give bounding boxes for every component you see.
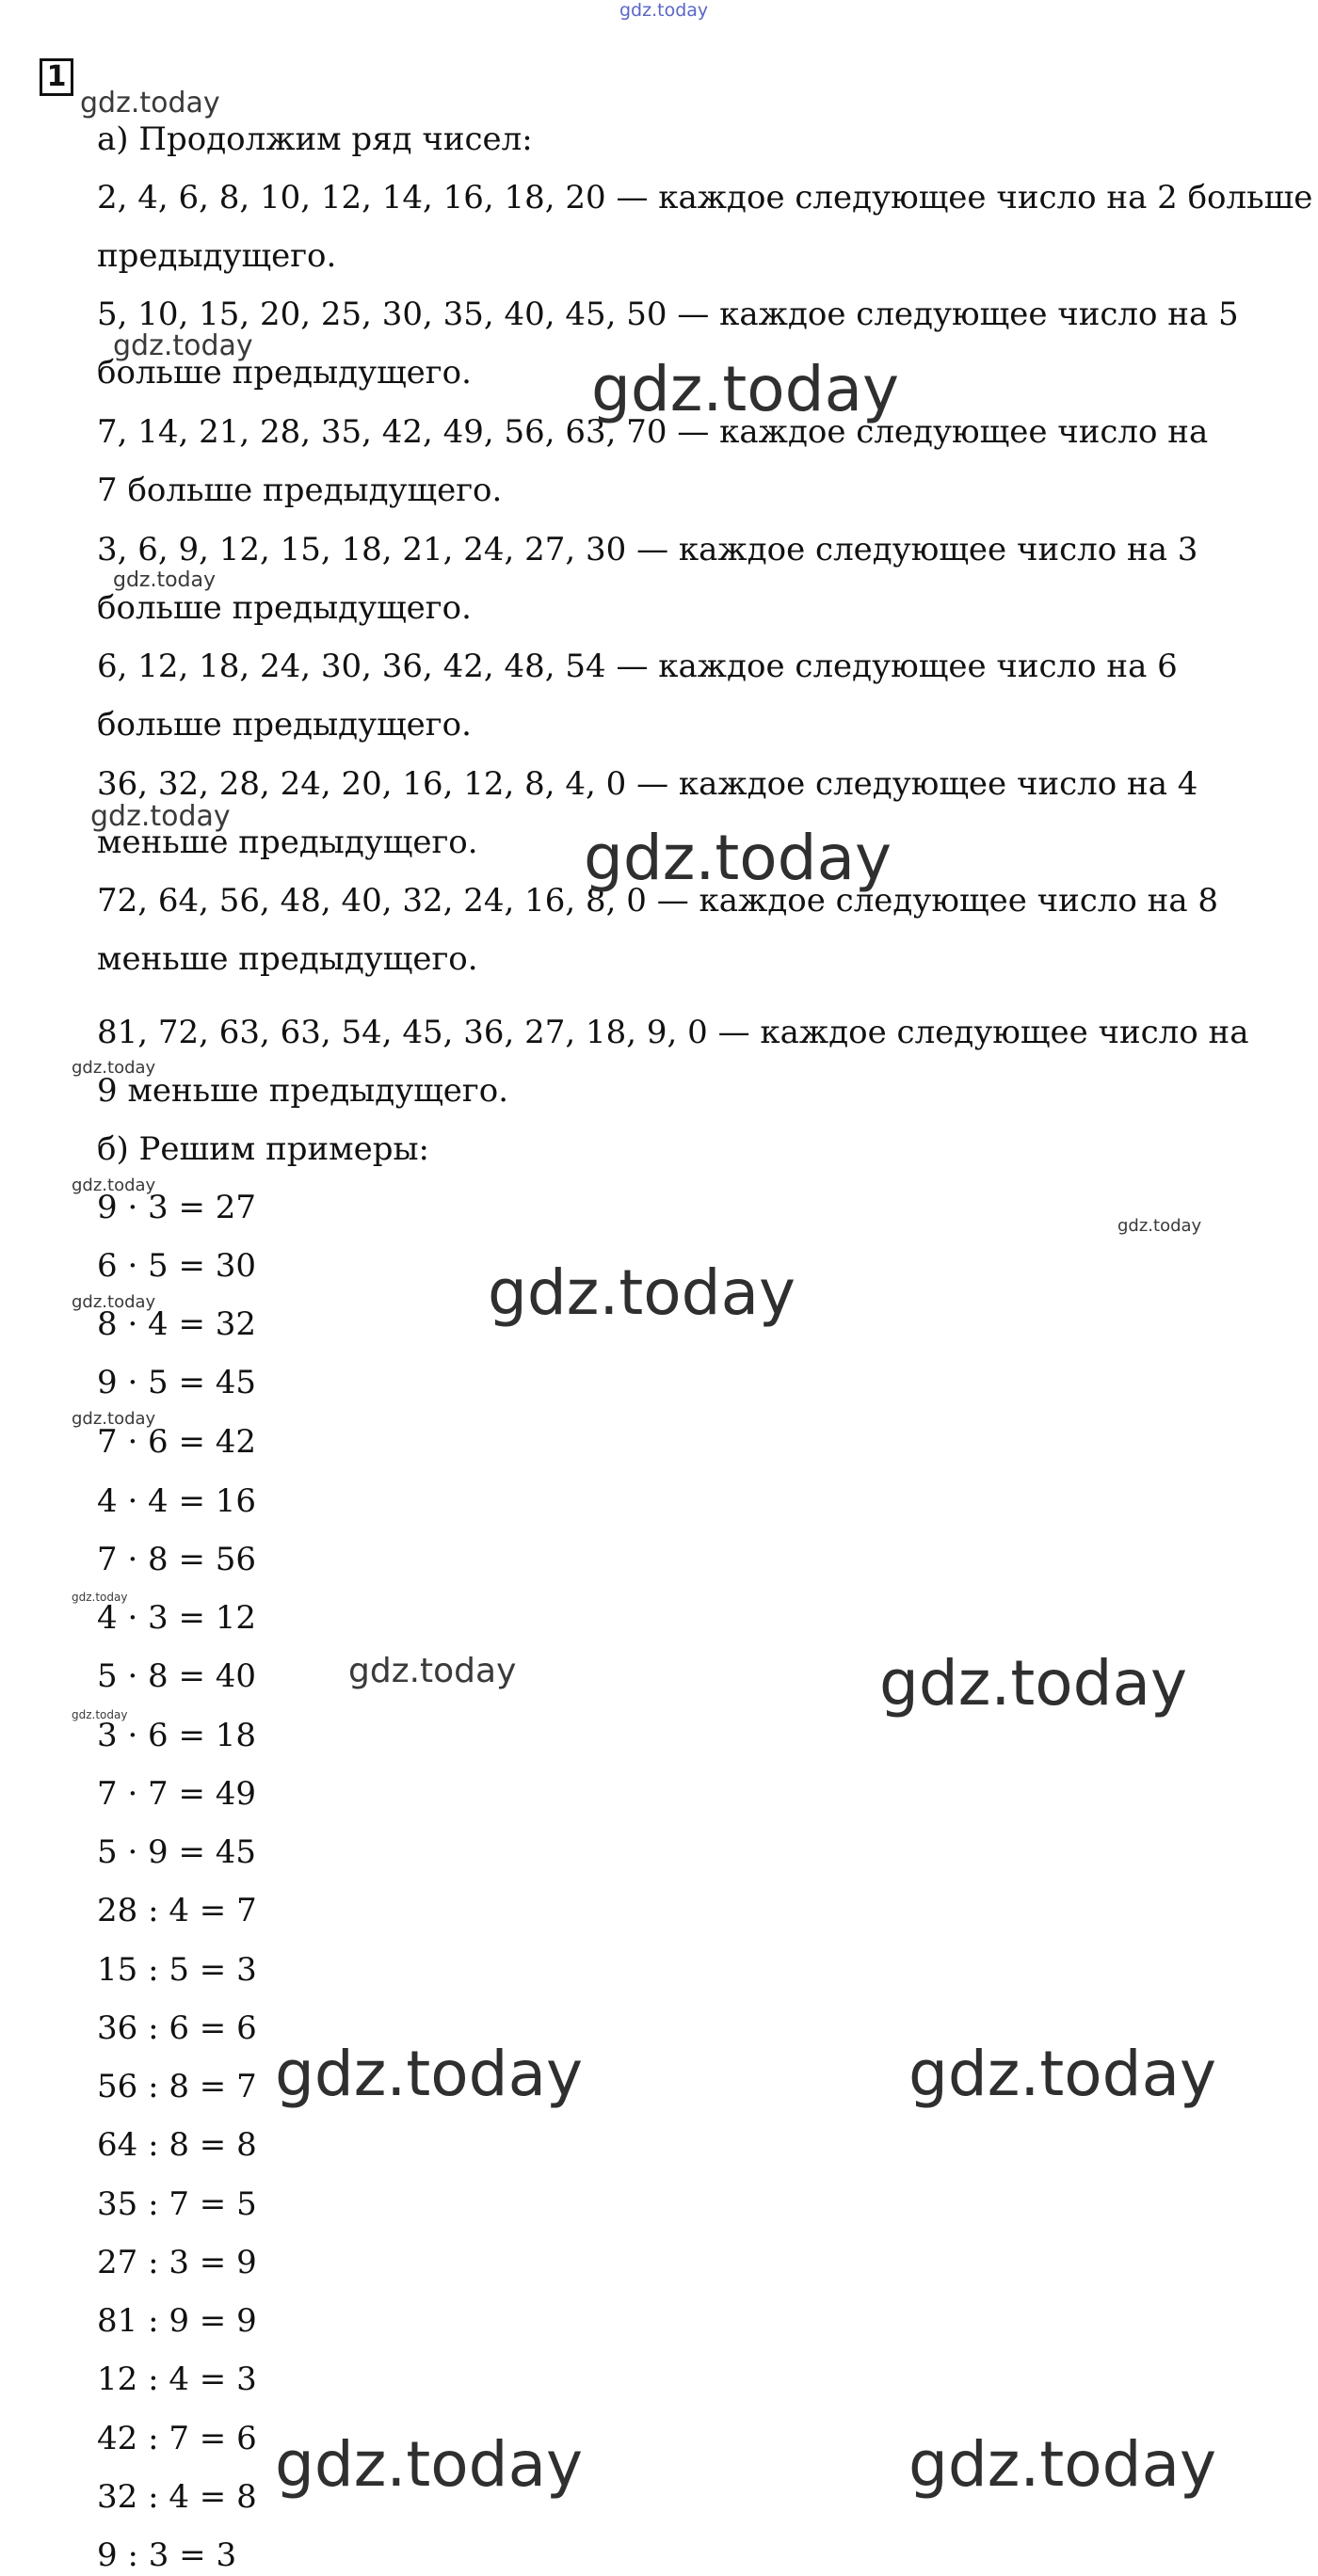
sequence-line: меньше предыдущего. — [97, 940, 478, 978]
example-line: 5 · 9 = 45 — [97, 1833, 257, 1871]
example-line: 81 : 9 = 9 — [97, 2302, 257, 2340]
sequence-line: 5, 10, 15, 20, 25, 30, 35, 40, 45, 50 — каждое следующее число на 5 — [97, 296, 1239, 333]
example-line: 64 : 8 = 8 — [97, 2126, 257, 2164]
task-number-box: 1 — [40, 58, 73, 96]
watermark: gdz.today — [90, 800, 231, 833]
watermark: gdz.today — [584, 822, 892, 894]
sequence-line: 7 больше предыдущего. — [97, 472, 503, 509]
example-line: 27 : 3 = 9 — [97, 2244, 257, 2281]
example-line: 3 · 6 = 18 — [97, 1717, 257, 1754]
example-line: 9 · 3 = 27 — [97, 1189, 257, 1226]
sequence-line: 72, 64, 56, 48, 40, 32, 24, 16, 8, 0 — каждое следующее число на 8 — [97, 882, 1219, 920]
watermark: gdz.today — [275, 2428, 584, 2501]
sequence-line: 2, 4, 6, 8, 10, 12, 14, 16, 18, 20 — каждое следующее число на 2 больше — [97, 179, 1313, 216]
example-line: 9 · 5 = 45 — [97, 1364, 257, 1401]
header-link[interactable]: gdz.today — [619, 0, 709, 21]
example-line: 9 : 3 = 3 — [97, 2536, 237, 2574]
example-line: 28 : 4 = 7 — [97, 1892, 257, 1929]
example-line: 5 · 8 = 40 — [97, 1657, 257, 1695]
example-line: 42 : 7 = 6 — [97, 2420, 257, 2457]
example-line: 32 : 4 = 8 — [97, 2478, 257, 2516]
sequence-line: 7, 14, 21, 28, 35, 42, 49, 56, 63, 70 — каждое следующее число на — [97, 413, 1209, 451]
sequence-line: предыдущего. — [97, 237, 337, 275]
sequence-line: 3, 6, 9, 12, 15, 18, 21, 24, 27, 30 — каждое следующее число на 3 — [97, 531, 1198, 568]
sequence-line: меньше предыдущего. — [97, 824, 478, 861]
sequence-line: 9 меньше предыдущего. — [97, 1072, 509, 1110]
part-a-heading: а) Продолжим ряд чисел: — [97, 120, 533, 158]
example-line: 7 · 8 = 56 — [97, 1541, 257, 1578]
example-line: 4 · 4 = 16 — [97, 1482, 257, 1520]
watermark: gdz.today — [113, 329, 253, 362]
watermark: gdz.today — [72, 1591, 128, 1604]
watermark: gdz.today — [1117, 1216, 1202, 1236]
sequence-line: 6, 12, 18, 24, 30, 36, 42, 48, 54 — каждое следующее число на 6 — [97, 648, 1178, 685]
sequence-line: 81, 72, 63, 63, 54, 45, 36, 27, 18, 9, 0 — каждое следующее число на — [97, 1014, 1249, 1051]
sequence-line: больше предыдущего. — [97, 354, 472, 392]
example-line: 56 : 8 = 7 — [97, 2068, 257, 2105]
watermark: gdz.today — [80, 87, 220, 120]
watermark: gdz.today — [72, 1292, 156, 1312]
sequence-line: 36, 32, 28, 24, 20, 16, 12, 8, 4, 0 — каждое следующее число на 4 — [97, 765, 1198, 803]
watermark: gdz.today — [348, 1652, 517, 1690]
watermark: gdz.today — [72, 1058, 156, 1078]
watermark: gdz.today — [72, 1409, 156, 1429]
watermark: gdz.today — [488, 1256, 796, 1329]
example-line: 7 · 7 = 49 — [97, 1775, 257, 1813]
watermark: gdz.today — [72, 1176, 156, 1195]
sequence-line: больше предыдущего. — [97, 589, 472, 627]
watermark: gdz.today — [908, 2428, 1217, 2501]
example-line: 7 · 6 = 42 — [97, 1423, 257, 1461]
watermark: gdz.today — [113, 568, 217, 592]
sequence-line: больше предыдущего. — [97, 706, 472, 744]
watermark: gdz.today — [275, 2038, 584, 2110]
example-line: 35 : 7 = 5 — [97, 2185, 257, 2223]
example-line: 36 : 6 = 6 — [97, 2009, 257, 2047]
example-line: 8 · 4 = 32 — [97, 1305, 257, 1343]
watermark: gdz.today — [908, 2038, 1217, 2110]
example-line: 6 · 5 = 30 — [97, 1247, 257, 1285]
watermark: gdz.today — [591, 353, 900, 425]
watermark: gdz.today — [72, 1708, 128, 1721]
part-b-heading: б) Решим примеры: — [97, 1130, 429, 1168]
example-line: 12 : 4 = 3 — [97, 2360, 257, 2398]
example-line: 15 : 5 = 3 — [97, 1951, 257, 1989]
watermark: gdz.today — [879, 1647, 1188, 1720]
example-line: 4 · 3 = 12 — [97, 1599, 257, 1637]
